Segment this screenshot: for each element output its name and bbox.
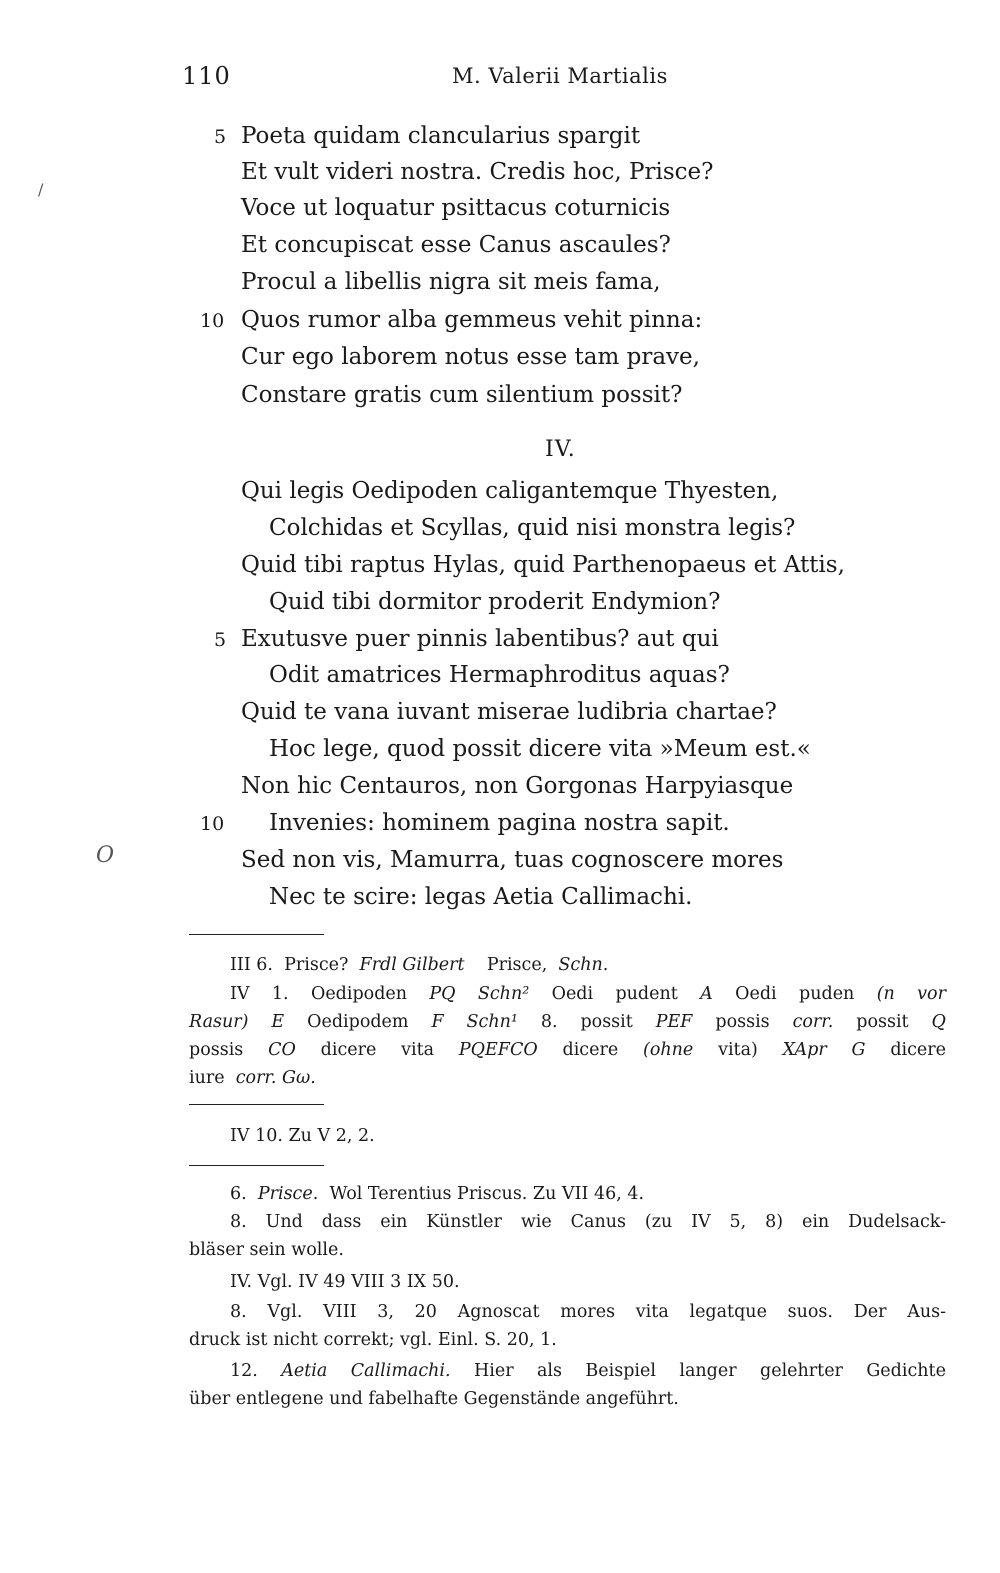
commentary-word: Gedichte <box>866 1361 946 1381</box>
apparatus-siglum: Rasur) E <box>189 1012 285 1032</box>
apparatus-line-5 <box>189 1064 316 1093</box>
commentary-line-4: IV. Vgl. IV 49 VIII 3 IX 50. <box>230 1272 460 1292</box>
apparatus-siglum: PQEFCO <box>458 1040 538 1060</box>
commentary-word: Und <box>265 1212 303 1232</box>
commentary-word: Agnoscat <box>457 1302 540 1322</box>
apparatus-text: III 6. <box>230 955 273 975</box>
commentary-word: (zu <box>644 1212 673 1232</box>
apparatus-siglum: corr. Gω. <box>235 1068 316 1088</box>
apparatus-siglum: Frdl Gilbert <box>359 955 465 975</box>
apparatus-text: Oedipodem <box>307 1012 409 1032</box>
apparatus-line-4 <box>189 1036 946 1065</box>
commentary-line-3: bläser sein wolle. <box>189 1240 344 1260</box>
page-number: 110 <box>182 62 231 90</box>
verse-line: Exutusve puer pinnis labentibus? aut qui <box>241 626 719 652</box>
verse-line: Quid te vana iuvant miserae ludibria chartae? <box>241 699 777 725</box>
apparatus-siglum: CO <box>268 1040 296 1060</box>
verse-line: Sed non vis, Mamurra, tuas cognoscere mores <box>241 847 784 873</box>
apparatus-text: 8. possit <box>540 1012 633 1032</box>
commentary-text: Wol Terentius Priscus. Zu VII 46, 4. <box>329 1184 645 1204</box>
commentary-word: 12. <box>230 1361 258 1381</box>
apparatus-text: Prisce? <box>284 955 349 975</box>
line-number: 5 <box>214 629 227 651</box>
commentary-word: wie <box>520 1212 552 1232</box>
apparatus-text: Oedi puden <box>735 984 855 1004</box>
verse-line: Cur ego laborem notus esse tam prave, <box>241 344 700 370</box>
apparatus-siglum: (ohne <box>643 1040 694 1060</box>
verse-line: Constare gratis cum silentium possit? <box>241 382 683 408</box>
apparatus-line-3 <box>189 1008 946 1037</box>
commentary-lemma: Prisce. <box>257 1184 319 1204</box>
verse-line: Hoc lege, quod possit dicere vita »Meum est.« <box>269 736 811 762</box>
commentary-word: Beispiel <box>585 1361 656 1381</box>
verse-line: Procul a libellis nigra sit meis fama, <box>241 269 661 295</box>
commentary-word: legatque <box>689 1302 767 1322</box>
apparatus-text: iure <box>189 1068 225 1088</box>
commentary-word: 8. <box>230 1212 247 1232</box>
commentary-word: gelehrter <box>760 1361 843 1381</box>
apparatus-siglum: PQ Schn² <box>429 984 530 1004</box>
apparatus-siglum: A <box>700 984 713 1004</box>
verse-line: Quos rumor alba gemmeus vehit pinna: <box>241 307 703 333</box>
apparatus-siglum: corr. <box>792 1012 834 1032</box>
verse-line: Quid tibi raptus Hylas, quid Parthenopaeus et Attis, <box>241 552 845 578</box>
line-number: 5 <box>214 126 227 148</box>
apparatus-text: Oedi pudent <box>551 984 678 1004</box>
line-number: 10 <box>200 310 225 332</box>
apparatus-text: possis <box>715 1012 770 1032</box>
testimonia-line: IV 10. Zu V 2, 2. <box>230 1126 375 1146</box>
footnote-rule <box>189 1165 324 1166</box>
verse-line: Colchidas et Scyllas, quid nisi monstra legis? <box>269 515 796 541</box>
commentary-line-2 <box>230 1208 946 1237</box>
apparatus-line-2 <box>230 980 946 1009</box>
commentary-word: ein <box>801 1212 830 1232</box>
apparatus-line-1 <box>230 951 608 980</box>
commentary-word: Der <box>853 1302 887 1322</box>
poem-heading: IV. <box>545 437 576 462</box>
commentary-word: Aus- <box>907 1302 946 1322</box>
verse-line: Poeta quidam clancularius spargit <box>241 123 641 149</box>
apparatus-text: vita) <box>718 1040 758 1060</box>
verse-line: Odit amatrices Hermaphroditus aquas? <box>269 662 730 688</box>
commentary-word: als <box>537 1361 563 1381</box>
verse-line: Invenies: hominem pagina nostra sapit. <box>269 810 730 836</box>
verse-line: Et vult videri nostra. Credis hoc, Prisce? <box>241 159 714 185</box>
commentary-word: Künstler <box>426 1212 502 1232</box>
commentary-word: suos. <box>787 1302 833 1322</box>
commentary-word: Hier <box>474 1361 514 1381</box>
page-header <box>182 62 942 96</box>
verse-line: Quid tibi dormitor proderit Endymion? <box>269 589 721 615</box>
commentary-word: VIII 3, 20 <box>323 1302 437 1322</box>
apparatus-text: Prisce, <box>486 955 548 975</box>
apparatus-siglum: F Schn¹ <box>431 1012 518 1032</box>
apparatus-siglum: PEF <box>655 1012 693 1032</box>
line-number: 10 <box>200 813 225 835</box>
footnote-rule <box>189 1104 324 1105</box>
commentary-line-5 <box>230 1298 946 1327</box>
commentary-word: Canus <box>570 1212 626 1232</box>
apparatus-text: Oedipoden <box>310 984 408 1004</box>
margin-annotation: O <box>96 843 115 868</box>
apparatus-siglum: XApr G <box>782 1040 866 1060</box>
apparatus-text: possit <box>856 1012 909 1032</box>
apparatus-siglum: Schn. <box>558 955 609 975</box>
commentary-word: langer <box>679 1361 737 1381</box>
verse-line: Voce ut loquatur psittacus coturnicis <box>241 195 671 221</box>
apparatus-siglum: (n vor <box>876 984 946 1004</box>
verse-line: Qui legis Oedipoden caligantemque Thyesten, <box>241 478 779 504</box>
commentary-line-6: druck ist nicht correkt; vgl. Einl. S. 20, 1. <box>189 1330 557 1350</box>
commentary-line-8: über entlegene und fabelhafte Gegenstände angeführt. <box>189 1389 679 1409</box>
commentary-lemma: Aetia Callimachi. <box>281 1361 451 1381</box>
apparatus-text: IV 1. <box>230 984 289 1004</box>
commentary-word: vita <box>635 1302 669 1322</box>
commentary-word: Dudelsack- <box>848 1212 946 1232</box>
commentary-word: mores <box>560 1302 616 1322</box>
margin-speck: / <box>38 180 44 199</box>
apparatus-text: dicere <box>890 1040 946 1060</box>
apparatus-text: dicere <box>562 1040 619 1060</box>
verse-line: Nec te scire: legas Aetia Callimachi. <box>269 884 693 910</box>
commentary-word: IV 5, 8) <box>691 1212 784 1232</box>
apparatus-text: dicere vita <box>320 1040 435 1060</box>
apparatus-text: possis <box>189 1040 244 1060</box>
commentary-line-1 <box>230 1180 644 1209</box>
verse-line: Et concupiscat esse Canus ascaules? <box>241 232 671 258</box>
commentary-word: Vgl. <box>267 1302 303 1322</box>
commentary-word: dass <box>321 1212 362 1232</box>
running-title: M. Valerii Martialis <box>452 64 668 88</box>
commentary-text: 6. <box>230 1184 247 1204</box>
commentary-word: ein <box>380 1212 408 1232</box>
commentary-word: 8. <box>230 1302 247 1322</box>
verse-line: Non hic Centauros, non Gorgonas Harpyiasque <box>241 773 794 799</box>
footnote-rule <box>189 934 324 935</box>
commentary-line-7 <box>230 1357 946 1386</box>
apparatus-siglum: Q <box>931 1012 946 1032</box>
